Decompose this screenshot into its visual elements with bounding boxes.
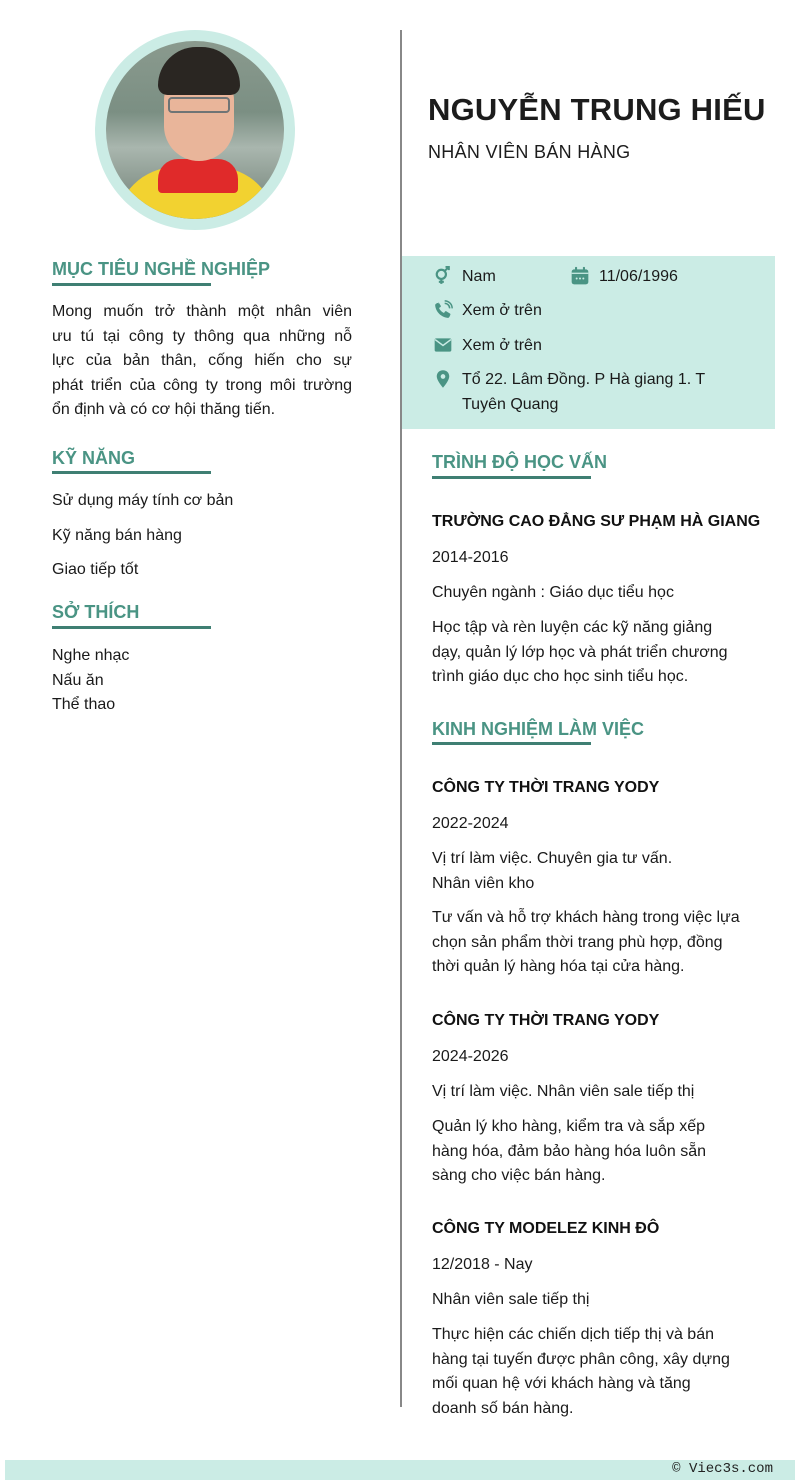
objective-line: Mong muốn trở thành một nhân viên — [52, 303, 352, 320]
address-line: Tổ 22. Lâm Đồng. P Hà giang 1. T — [462, 371, 706, 388]
position-line: Vị trí làm việc. Chuyên gia tư vấn. — [432, 850, 673, 867]
objective-line: lực của bản thân, cống hiến cho sự — [52, 352, 352, 369]
photo-collar — [158, 159, 238, 193]
description-line: doanh số bán hàng. — [432, 1399, 574, 1417]
skill-item: Sử dụng máy tính cơ bản — [52, 492, 234, 509]
photo-hair — [158, 47, 240, 95]
phone-icon — [432, 299, 454, 321]
experience-underline — [432, 742, 591, 745]
job-position — [432, 1288, 762, 1313]
email-row — [432, 334, 542, 359]
description-line: Thực hiện các chiến dịch tiếp thị và bán — [432, 1326, 714, 1343]
candidate-name: NGUYỄN TRUNG HIẾU — [428, 92, 766, 127]
objective-underline — [52, 283, 211, 286]
objective-line: ưu tú tại công ty thông qua những nỗ — [52, 327, 352, 345]
job-description — [432, 906, 772, 980]
description-line: chọn sản phẩm thời trang phù hợp, đồng — [432, 933, 723, 951]
objective-text — [52, 300, 352, 423]
location-icon — [432, 368, 454, 390]
skills-underline — [52, 471, 211, 474]
skills-title: KỸ NĂNG — [52, 448, 136, 468]
job-description — [432, 1115, 772, 1189]
education-underline — [432, 476, 591, 479]
position-line: Nhân viên sale tiếp thị — [432, 1291, 590, 1308]
skill-item: Kỹ năng bán hàng — [52, 527, 182, 544]
birthday-row — [569, 265, 678, 290]
education-major: Chuyên ngành : Giáo dục tiểu học — [432, 584, 674, 601]
hobby-item: Thể thao — [52, 696, 116, 713]
email-icon — [432, 334, 454, 356]
job-position — [432, 1080, 762, 1105]
company-name: CÔNG TY THỜI TRANG YODY — [432, 1012, 660, 1029]
gender-icon — [432, 265, 454, 287]
description-line: Học tập và rèn luyện các kỹ năng giảng — [432, 619, 713, 636]
description-line: sàng cho việc bán hàng. — [432, 1167, 606, 1184]
description-line: trình giáo dục cho học sinh tiểu học. — [432, 668, 689, 685]
email-value: Xem ở trên — [462, 337, 542, 354]
phone-row — [432, 299, 542, 324]
description-line: thời quản lý hàng hóa tại cửa hàng. — [432, 958, 685, 975]
calendar-icon — [569, 265, 591, 287]
birthday-value: 11/06/1996 — [599, 268, 678, 285]
education-description — [432, 616, 762, 690]
job-title: NHÂN VIÊN BÁN HÀNG — [428, 142, 631, 162]
job-period: 2022-2024 — [432, 815, 509, 832]
school-name: TRƯỜNG CAO ĐẲNG SƯ PHẠM HÀ GIANG — [432, 513, 761, 530]
education-period: 2014-2016 — [432, 549, 509, 566]
hobbies-underline — [52, 626, 211, 629]
description-line: hàng hóa, đảm bảo hàng hóa luôn sẵn — [432, 1142, 707, 1160]
description-line: Quản lý kho hàng, kiểm tra và sắp xếp — [432, 1118, 706, 1135]
job-period: 12/2018 - Nay — [432, 1256, 533, 1273]
position-line: Vị trí làm việc. Nhân viên sale tiếp thị — [432, 1083, 695, 1100]
gender-row — [432, 265, 496, 290]
gender-value: Nam — [462, 268, 496, 285]
job-position — [432, 847, 762, 896]
company-name: CÔNG TY MODELEZ KINH ĐÔ — [432, 1220, 660, 1237]
photo-glasses — [168, 97, 230, 113]
hobby-item: Nấu ăn — [52, 672, 104, 689]
address-value — [462, 368, 705, 417]
column-divider — [400, 30, 402, 1407]
footer-copyright: © Viec3s.com — [672, 1461, 773, 1477]
description-line: dạy, quản lý lớp học và phát triển chương — [432, 643, 728, 661]
company-name: CÔNG TY THỜI TRANG YODY — [432, 779, 660, 796]
objective-line: phát triển của công ty trong môi trường — [52, 376, 352, 394]
job-description — [432, 1323, 772, 1421]
hobbies-title: SỞ THÍCH — [52, 602, 140, 622]
skill-item: Giao tiếp tốt — [52, 561, 139, 578]
footer-bar — [5, 1460, 795, 1480]
description-line: hàng tại tuyến được phân công, xây dựng — [432, 1350, 730, 1368]
description-line: mối quan hệ với khách hàng và tăng — [432, 1375, 691, 1392]
experience-title: KINH NGHIỆM LÀM VIỆC — [432, 719, 645, 739]
phone-value: Xem ở trên — [462, 302, 542, 319]
address-line: Tuyên Quang — [462, 395, 559, 413]
profile-photo — [106, 41, 284, 219]
objective-title: MỤC TIÊU NGHỀ NGHIỆP — [52, 259, 271, 279]
objective-line: ổn định và có cơ hội thăng tiến. — [52, 401, 276, 418]
description-line: Tư vấn và hỗ trợ khách hàng trong việc lựa — [432, 909, 740, 926]
hobby-item: Nghe nhạc — [52, 647, 130, 664]
job-period: 2024-2026 — [432, 1048, 509, 1065]
position-line: Nhân viên kho — [432, 874, 535, 892]
avatar — [95, 30, 295, 230]
education-title: TRÌNH ĐỘ HỌC VẤN — [432, 452, 607, 472]
address-row — [432, 368, 705, 417]
